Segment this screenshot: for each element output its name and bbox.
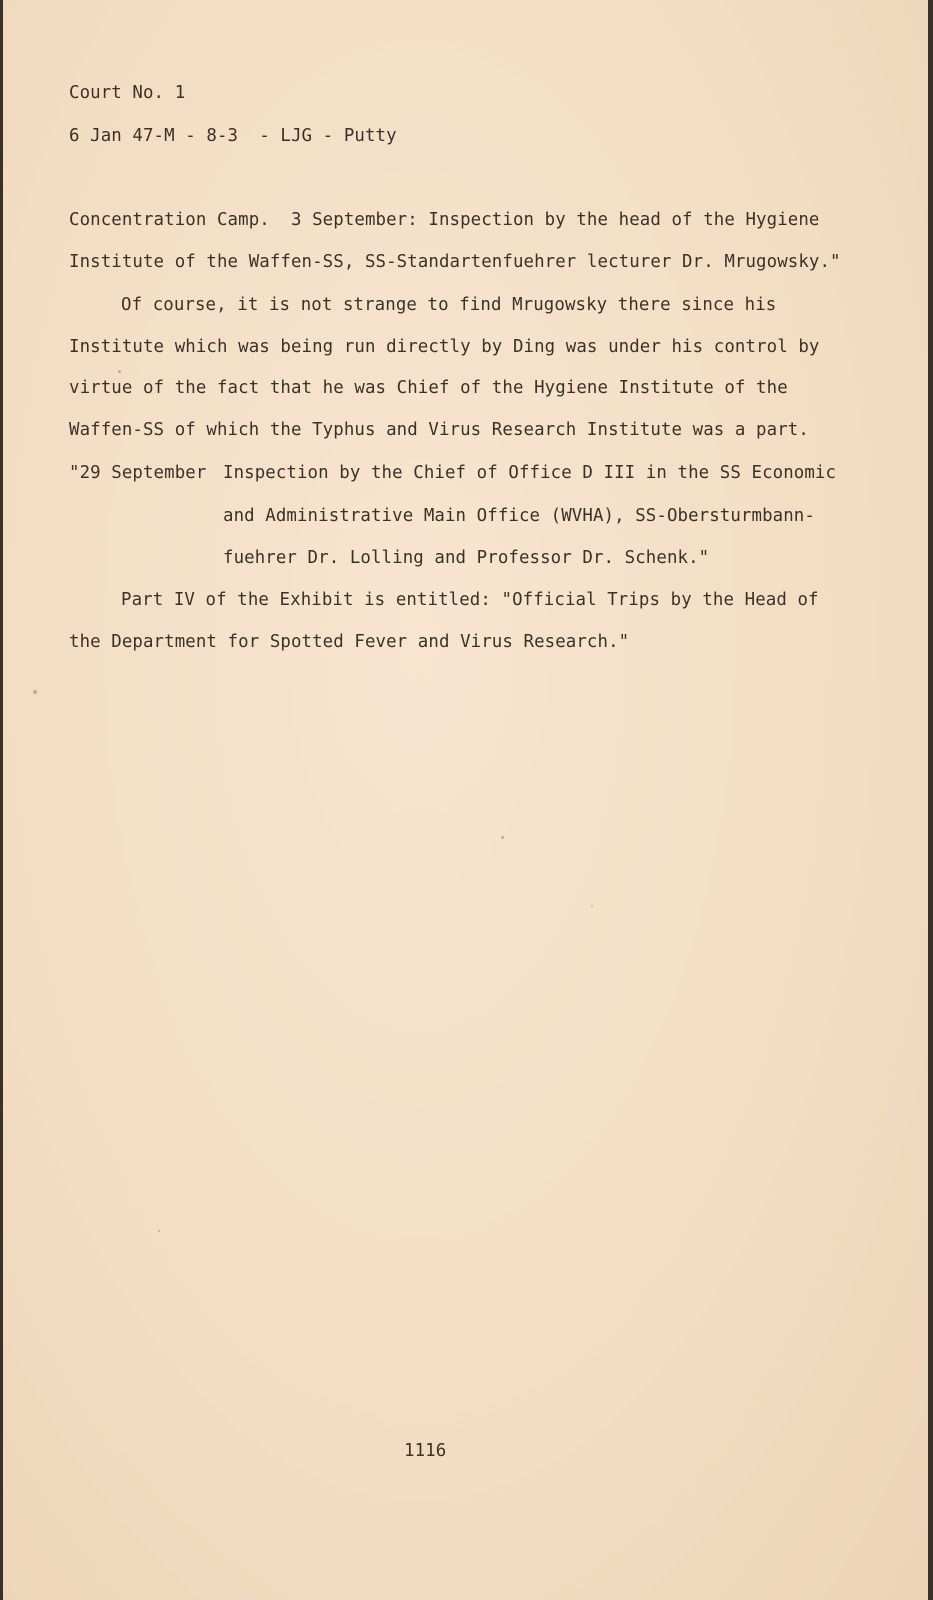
quote-line: and Administrative Main Office (WVHA), SS-Obersturmbann- bbox=[223, 506, 815, 526]
body-line: the Department for Spotted Fever and Virus Research." bbox=[69, 632, 630, 652]
quote-date: "29 September bbox=[69, 463, 207, 483]
page-number: 1116 bbox=[404, 1441, 447, 1461]
body-line: Institute of the Waffen-SS, SS-Standartenfuehrer lecturer Dr. Mrugowsky." bbox=[69, 252, 841, 272]
body-line: Part IV of the Exhibit is entitled: "Official Trips by the Head of bbox=[121, 590, 819, 610]
paper-speck bbox=[501, 836, 504, 839]
paper-speck bbox=[158, 1230, 160, 1232]
body-line: virtue of the fact that he was Chief of the Hygiene Institute of the bbox=[69, 378, 788, 398]
body-line: Institute which was being run directly by Ding was under his control by bbox=[69, 337, 820, 357]
paper-speck bbox=[33, 690, 37, 694]
court-number: Court No. 1 bbox=[69, 83, 186, 103]
quote-line: Inspection by the Chief of Office D III in the SS Economic bbox=[223, 463, 837, 483]
body-line: Concentration Camp. 3 September: Inspection by the head of the Hygiene bbox=[69, 210, 820, 230]
body-line: Waffen-SS of which the Typhus and Virus Research Institute was a part. bbox=[69, 420, 809, 440]
body-line: Of course, it is not strange to find Mrugowsky there since his bbox=[121, 295, 777, 315]
paper-speck bbox=[591, 905, 593, 907]
session-line: 6 Jan 47-M - 8-3 - LJG - Putty bbox=[69, 126, 397, 146]
paper-speck bbox=[118, 370, 121, 373]
quote-line: fuehrer Dr. Lolling and Professor Dr. Schenk." bbox=[223, 548, 710, 568]
